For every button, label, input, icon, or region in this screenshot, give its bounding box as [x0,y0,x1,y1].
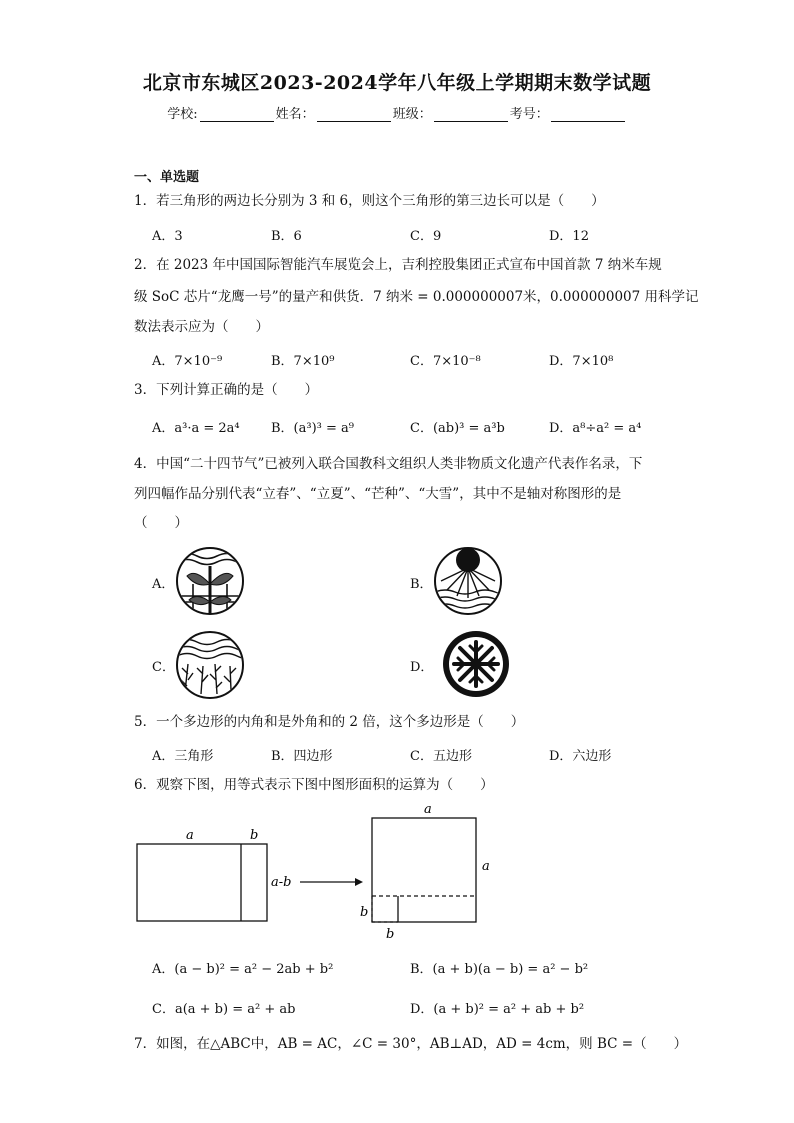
name-blank [317,109,391,122]
label-b-side: b [360,905,369,920]
q3-option-c: C．(ab)³ = a³b [410,421,505,436]
q2-option-c: C．7×10⁻⁸ [410,354,481,369]
q2-option-d: D．7×10⁸ [549,354,614,369]
name-label: 姓名： [275,107,315,122]
label-b-bottom: b [386,927,395,942]
q5-option-a: A．三角形 [152,749,214,764]
q4-option-a-label: A． [152,577,175,592]
class-blank [434,109,508,122]
q1-stem: 1．若三角形的两边长分别为 3 和 6，则这个三角形的第三边长可以是（ ） [134,193,605,209]
label-a-right: a [482,859,490,874]
spring-sprout-image [175,546,245,616]
grain-grass-image [175,630,245,700]
q6-option-b: B．(a + b)(a − b) = a² − b² [410,962,589,977]
q1-option-b: B．6 [271,229,302,244]
class-label: 班级： [392,107,432,122]
q2-option-a: A．7×10⁻⁹ [152,354,223,369]
q6-stem: 6．观察下图，用等式表示下图中图形面积的运算为（ ） [134,777,494,793]
q5-option-b: B．四边形 [271,749,333,764]
right-square [372,818,476,922]
q2-option-b: B．7×10⁹ [271,354,335,369]
label-a-left: a [186,828,194,843]
summer-sun-image [433,546,503,616]
q4-option-d-label: D． [410,660,434,675]
q6-option-a: A．(a − b)² = a² − 2ab + b² [152,962,334,977]
school-label: 学校: [167,107,198,122]
q2-line3: 数法表示应为（ ） [134,319,269,335]
q7-stem: 7．如图，在△ABC中，AB = AC，∠C = 30°，AB⊥AD，AD = 4cm，则 BC =（ ） [134,1036,688,1052]
arrow-head-icon [355,878,363,886]
q4-line1: 4．中国“二十四节气”已被列入联合国教科文组织人类非物质文化遗产代表作名录，下 [134,456,643,472]
q3-option-d: D．a⁸÷a² = a⁴ [549,421,642,436]
label-a-top: a [424,802,432,817]
snowflake-image [442,630,510,698]
q5-option-c: C．五边形 [410,749,472,764]
q3-option-b: B．(a³)³ = a⁹ [271,421,354,436]
q5-option-d: D．六边形 [549,749,612,764]
label-amb: a-b [271,875,292,890]
student-info-line [0,103,794,122]
q4-line3: （ ） [134,515,188,531]
page-title: 北京市东城区2023-2024学年八年级上学期期末数学试题 [142,72,652,94]
q6-option-c: C．a(a + b) = a² + ab [152,1002,296,1017]
q5-stem: 5．一个多边形的内角和是外角和的 2 倍，这个多边形是（ ） [134,714,525,730]
q6-figure [130,798,500,943]
label-b-left: b [250,828,259,843]
section-heading: 一、单选题 [134,170,200,185]
q3-stem: 3．下列计算正确的是（ ） [134,382,319,398]
number-blank [551,109,625,122]
q2-line2: 级 SoC 芯片“龙鹰一号”的量产和供货．7 纳米 = 0.000000007米，0.000000007 用科学记 [134,289,699,305]
left-rectangle [137,844,267,921]
q1-option-c: C．9 [410,229,442,244]
q6-option-d: D．(a + b)² = a² + ab + b² [410,1002,585,1017]
q3-option-a: A．a³·a = 2a⁴ [152,421,240,436]
q1-option-a: A．3 [152,229,183,244]
q4-line2: 列四幅作品分别代表“立春”、“立夏”、“芒种”、“大雪”，其中不是轴对称图形的是 [134,486,622,502]
q1-option-d: D．12 [549,229,589,244]
q4-option-c-label: C． [152,660,175,675]
number-label: 考号： [509,107,549,122]
q4-option-b-label: B． [410,577,433,592]
school-blank [200,109,274,122]
q2-line1: 2．在 2023 年中国国际智能汽车展览会上，吉利控股集团正式宣布中国首款 7 纳米车规 [134,257,662,273]
